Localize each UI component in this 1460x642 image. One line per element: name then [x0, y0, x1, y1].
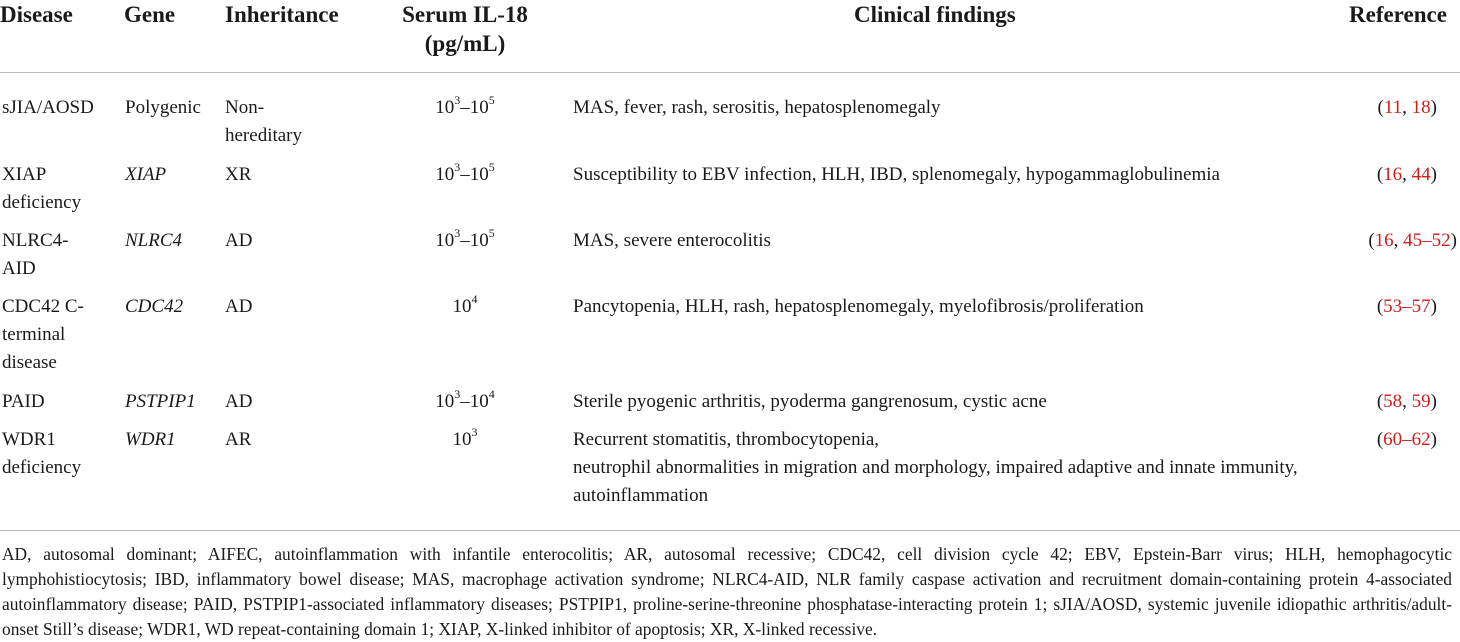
cell-serum-il18: [380, 94, 550, 122]
cell-reference: [1340, 161, 1437, 189]
cell-gene: Polygenic: [125, 97, 201, 118]
reference-link[interactable]: 57: [1411, 296, 1431, 317]
il18-range-dash: –: [460, 164, 470, 185]
ref-range-dash: –: [1402, 429, 1412, 450]
ref-separator: ,: [1393, 230, 1404, 251]
ref-paren: ): [1430, 391, 1437, 412]
ref-range-dash: –: [1422, 230, 1432, 251]
ref-separator: ,: [1402, 97, 1412, 118]
il18-exponent: 3: [471, 424, 478, 439]
ref-separator: ,: [1402, 391, 1412, 412]
il18-base: 10: [452, 296, 472, 317]
header-serum-il18: [380, 0, 550, 58]
ref-paren: ): [1430, 97, 1437, 118]
il18-exponent: 3: [454, 386, 461, 401]
cell-inheritance: Non-hereditary: [225, 97, 303, 146]
cell-inheritance: XR: [225, 164, 252, 185]
reference-link[interactable]: 52: [1431, 230, 1451, 251]
cell-disease: sJIA/AOSD: [2, 97, 94, 118]
table-bottom-divider: [0, 530, 1460, 531]
ref-paren: ): [1430, 429, 1437, 450]
il18-base: 10: [435, 164, 455, 185]
cell-gene: NLRC4: [125, 230, 183, 251]
il18-range-dash: –: [460, 391, 470, 412]
cell-inheritance: AD: [225, 391, 253, 412]
cell-reference: [1300, 227, 1457, 255]
cell-reference: [1340, 94, 1437, 122]
cell-clinical-findings: Sterile pyogenic arthritis, pyoderma gangrenosum, cystic acne: [573, 391, 1047, 412]
cell-serum-il18: [380, 426, 550, 454]
clinical-line: neutrophil abnormalities in migration and morphology, impaired adaptive and innate immunity, autoinflammation: [573, 457, 1298, 506]
reference-link[interactable]: 16: [1383, 164, 1403, 185]
cell-gene: CDC42: [125, 296, 184, 317]
il18-exponent: 4: [488, 386, 495, 401]
cell-clinical-findings: MAS, severe enterocolitis: [573, 230, 771, 251]
cell-clinical-findings: Pancytopenia, HLH, rash, hepatosplenomegaly, myelofibrosis/proliferation: [573, 296, 1144, 317]
header-gene: Gene: [124, 2, 176, 27]
reference-link[interactable]: 60: [1383, 429, 1403, 450]
cell-inheritance: AD: [225, 230, 253, 251]
cell-clinical-findings: MAS, fever, rash, serositis, hepatosplenomegaly: [573, 97, 941, 118]
cell-disease: PAID: [2, 391, 45, 412]
cell-serum-il18: [380, 227, 550, 255]
il18-exponent: 3: [454, 92, 461, 107]
cell-inheritance: AR: [225, 429, 252, 450]
reference-link[interactable]: 16: [1374, 230, 1394, 251]
il18-base: 10: [435, 97, 455, 118]
cell-clinical-findings: Susceptibility to EBV infection, HLH, IBD, splenomegaly, hypogammaglobulinemia: [573, 164, 1220, 185]
cell-serum-il18: [380, 293, 550, 321]
reference-link[interactable]: 58: [1383, 391, 1403, 412]
ref-range-dash: –: [1402, 296, 1412, 317]
reference-link[interactable]: 11: [1383, 97, 1403, 118]
ref-paren: (: [1368, 230, 1375, 251]
cell-inheritance: AD: [225, 296, 253, 317]
cell-reference: [1340, 388, 1437, 416]
header-disease: Disease: [0, 2, 73, 27]
cell-clinical-findings: [573, 426, 1318, 510]
cell-gene: XIAP: [125, 164, 167, 185]
header-clinical-findings: Clinical findings: [854, 2, 1016, 27]
header-divider: [0, 72, 1460, 73]
header-inheritance: Inheritance: [225, 2, 339, 27]
il18-base: 10: [452, 429, 472, 450]
ref-paren: (: [1377, 97, 1384, 118]
cell-reference: [1340, 293, 1437, 321]
cell-gene: WDR1: [125, 429, 176, 450]
cell-disease: WDR1 deficiency: [2, 429, 82, 478]
il18-range-dash: –: [460, 97, 470, 118]
il18-range-dash: –: [460, 230, 470, 251]
il18-exponent: 5: [488, 159, 495, 174]
ref-paren: ): [1450, 230, 1457, 251]
header-reference: Reference: [1349, 2, 1447, 27]
cell-disease: NLRC4-AID: [2, 230, 69, 279]
reference-link[interactable]: 62: [1411, 429, 1431, 450]
reference-link[interactable]: 44: [1411, 164, 1431, 185]
il18-exponent: 3: [454, 159, 461, 174]
table-footnote: AD, autosomal dominant; AIFEC, autoinflammation with infantile enterocolitis; AR, autosomal recessive; CDC42, cell division cycle 42; EBV, Epstein-Barr virus; HLH, hemophagocytic lymphohistiocytosis; IBD, inflammatory bowel disease; MAS, macrophage activation syndrome; NLRC4-AID, NLR family caspase activation and recruitment domain-containing protein 4-associated autoinflammatory disease; PAID, PSTPIP1-associated inflammatory diseases; PSTPIP1, proline-serine-threonine phosphatase-interacting protein 1; sJIA/AOSD, systemic juvenile idiopathic arthritis/adult-onset Still’s disease; WDR1, WD repeat-containing domain 1; XIAP, X-linked inhibitor of apoptosis; XR, X-linked recessive.: [2, 544, 1452, 639]
il18-base: 10: [435, 230, 455, 251]
cell-gene: PSTPIP1: [125, 391, 196, 412]
il18-base: 10: [469, 97, 489, 118]
reference-link[interactable]: 53: [1383, 296, 1403, 317]
ref-paren: (: [1376, 296, 1384, 317]
cell-disease: XIAP deficiency: [2, 164, 82, 213]
header-serum-il18-line1: Serum IL-18: [402, 2, 528, 27]
ref-separator: ,: [1402, 164, 1412, 185]
il18-base: 10: [435, 391, 455, 412]
cell-serum-il18: [380, 161, 550, 189]
il18-exponent: 4: [471, 291, 478, 306]
ref-paren: ): [1430, 296, 1437, 317]
ref-paren: (: [1376, 391, 1384, 412]
il18-base: 10: [469, 230, 489, 251]
ref-paren: (: [1376, 164, 1384, 185]
reference-link[interactable]: 59: [1411, 391, 1431, 412]
ref-paren: (: [1376, 429, 1384, 450]
cell-disease: CDC42 C-terminal disease: [2, 296, 84, 373]
il18-exponent: 3: [454, 225, 461, 240]
header-serum-il18-line2: (pg/mL): [424, 31, 506, 56]
il18-base: 10: [469, 164, 489, 185]
reference-link[interactable]: 18: [1411, 97, 1431, 118]
cell-serum-il18: [380, 388, 550, 416]
il18-exponent: 5: [488, 92, 495, 107]
clinical-line: Recurrent stomatitis, thrombocytopenia,: [573, 429, 880, 450]
ref-paren: ): [1430, 164, 1437, 185]
cell-reference: [1340, 426, 1437, 454]
il18-base: 10: [469, 391, 489, 412]
il18-exponent: 5: [488, 225, 495, 240]
reference-link[interactable]: 45: [1403, 230, 1423, 251]
